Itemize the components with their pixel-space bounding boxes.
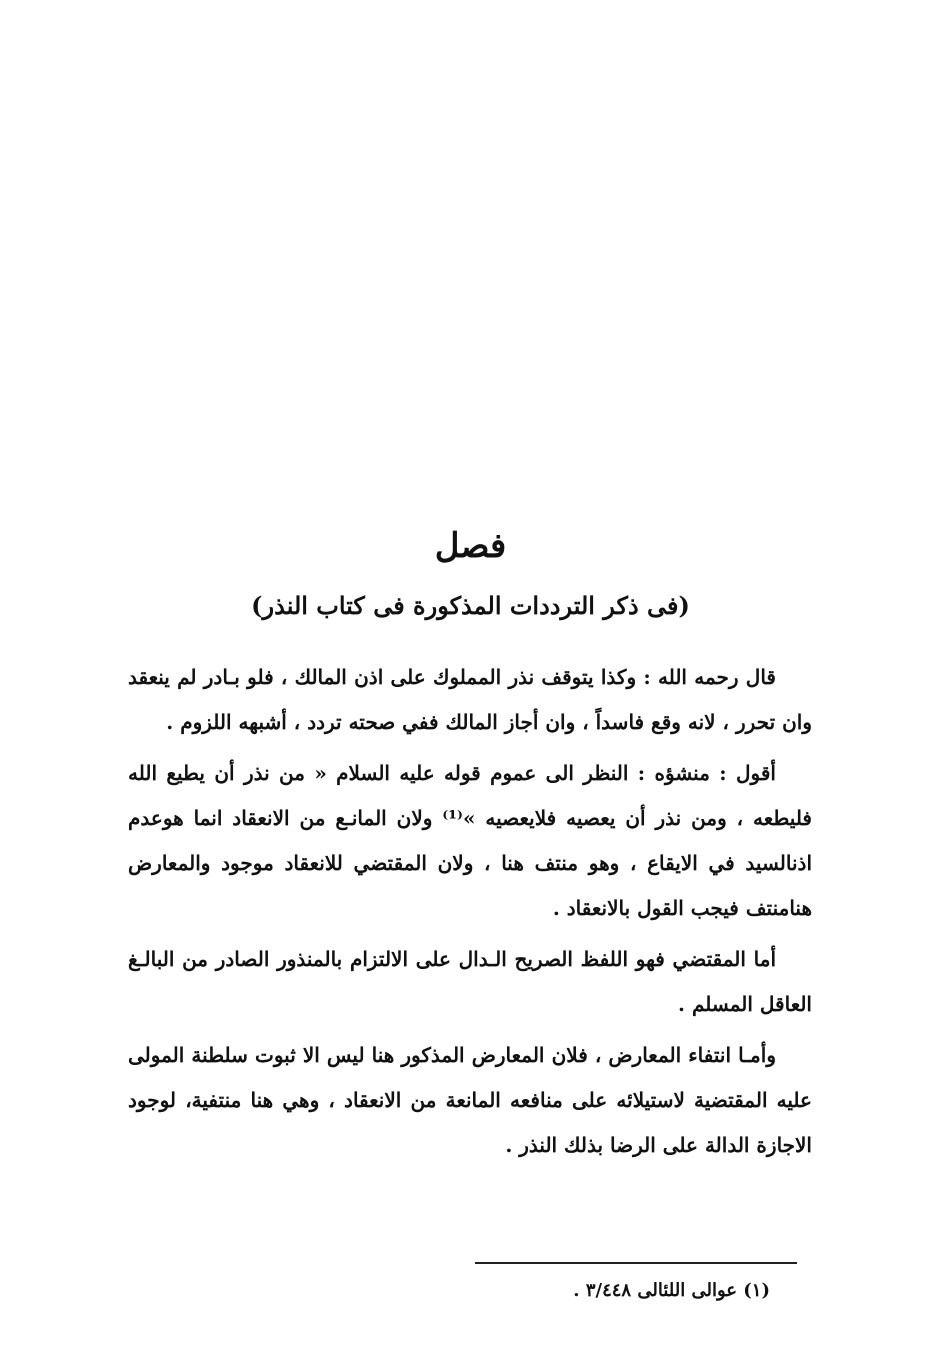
footnote: (١) عوالى اللئالى ٣/٤٤٨ . [573, 1280, 770, 1301]
section-subtitle: (فى ذكر الترددات المذكورة فى كتاب النذر) [251, 591, 690, 620]
paragraph-4: وأمـا انتفاء المعارض ، فلان المعارض المذكور هنا ليس الا ثبوت سلطنة المولى عليه المقتضية لاستيلائه على منافعه المانعة من الانعقاد ، وهي هنا منتفية، لوجود الاجازة الدالة على الرضا بذلك النذر . [128, 1043, 812, 1157]
paragraph-1: قال رحمه الله : وكذا يتوقف نذر المملوك على اذن المالك ، فلو بـادر لم ينعقد وان تحرر ، لانه وقع فاسداً ، وان أجاز المالك ففي صحته تردد ، أشبهه اللزوم . [128, 665, 812, 734]
footnote-divider [475, 1262, 797, 1264]
paragraph-3: أما المقتضي فهو اللفظ الصريح الـدال على الالتزام بالمنذور الصادر من البالـغ العاقل المسلم . [128, 947, 812, 1016]
body-text [128, 655, 812, 1174]
section-heading: فصل [434, 526, 507, 566]
paragraph-2: أقول : منشؤه : النظر الى عموم قوله عليه السلام « من نذر أن يطيع الله فليطعه ، ومن نذر أن يعصيه فلايعصيه »⁽¹⁾ ولان المانـع من الانعقاد انما هوعدم اذنالسيد في الايقاع ، وهو منتف هنا ، ولان المقتضي للانعقاد موجود والمعارض هنامنتف فيجب القول بالانعقاد . [128, 761, 812, 920]
